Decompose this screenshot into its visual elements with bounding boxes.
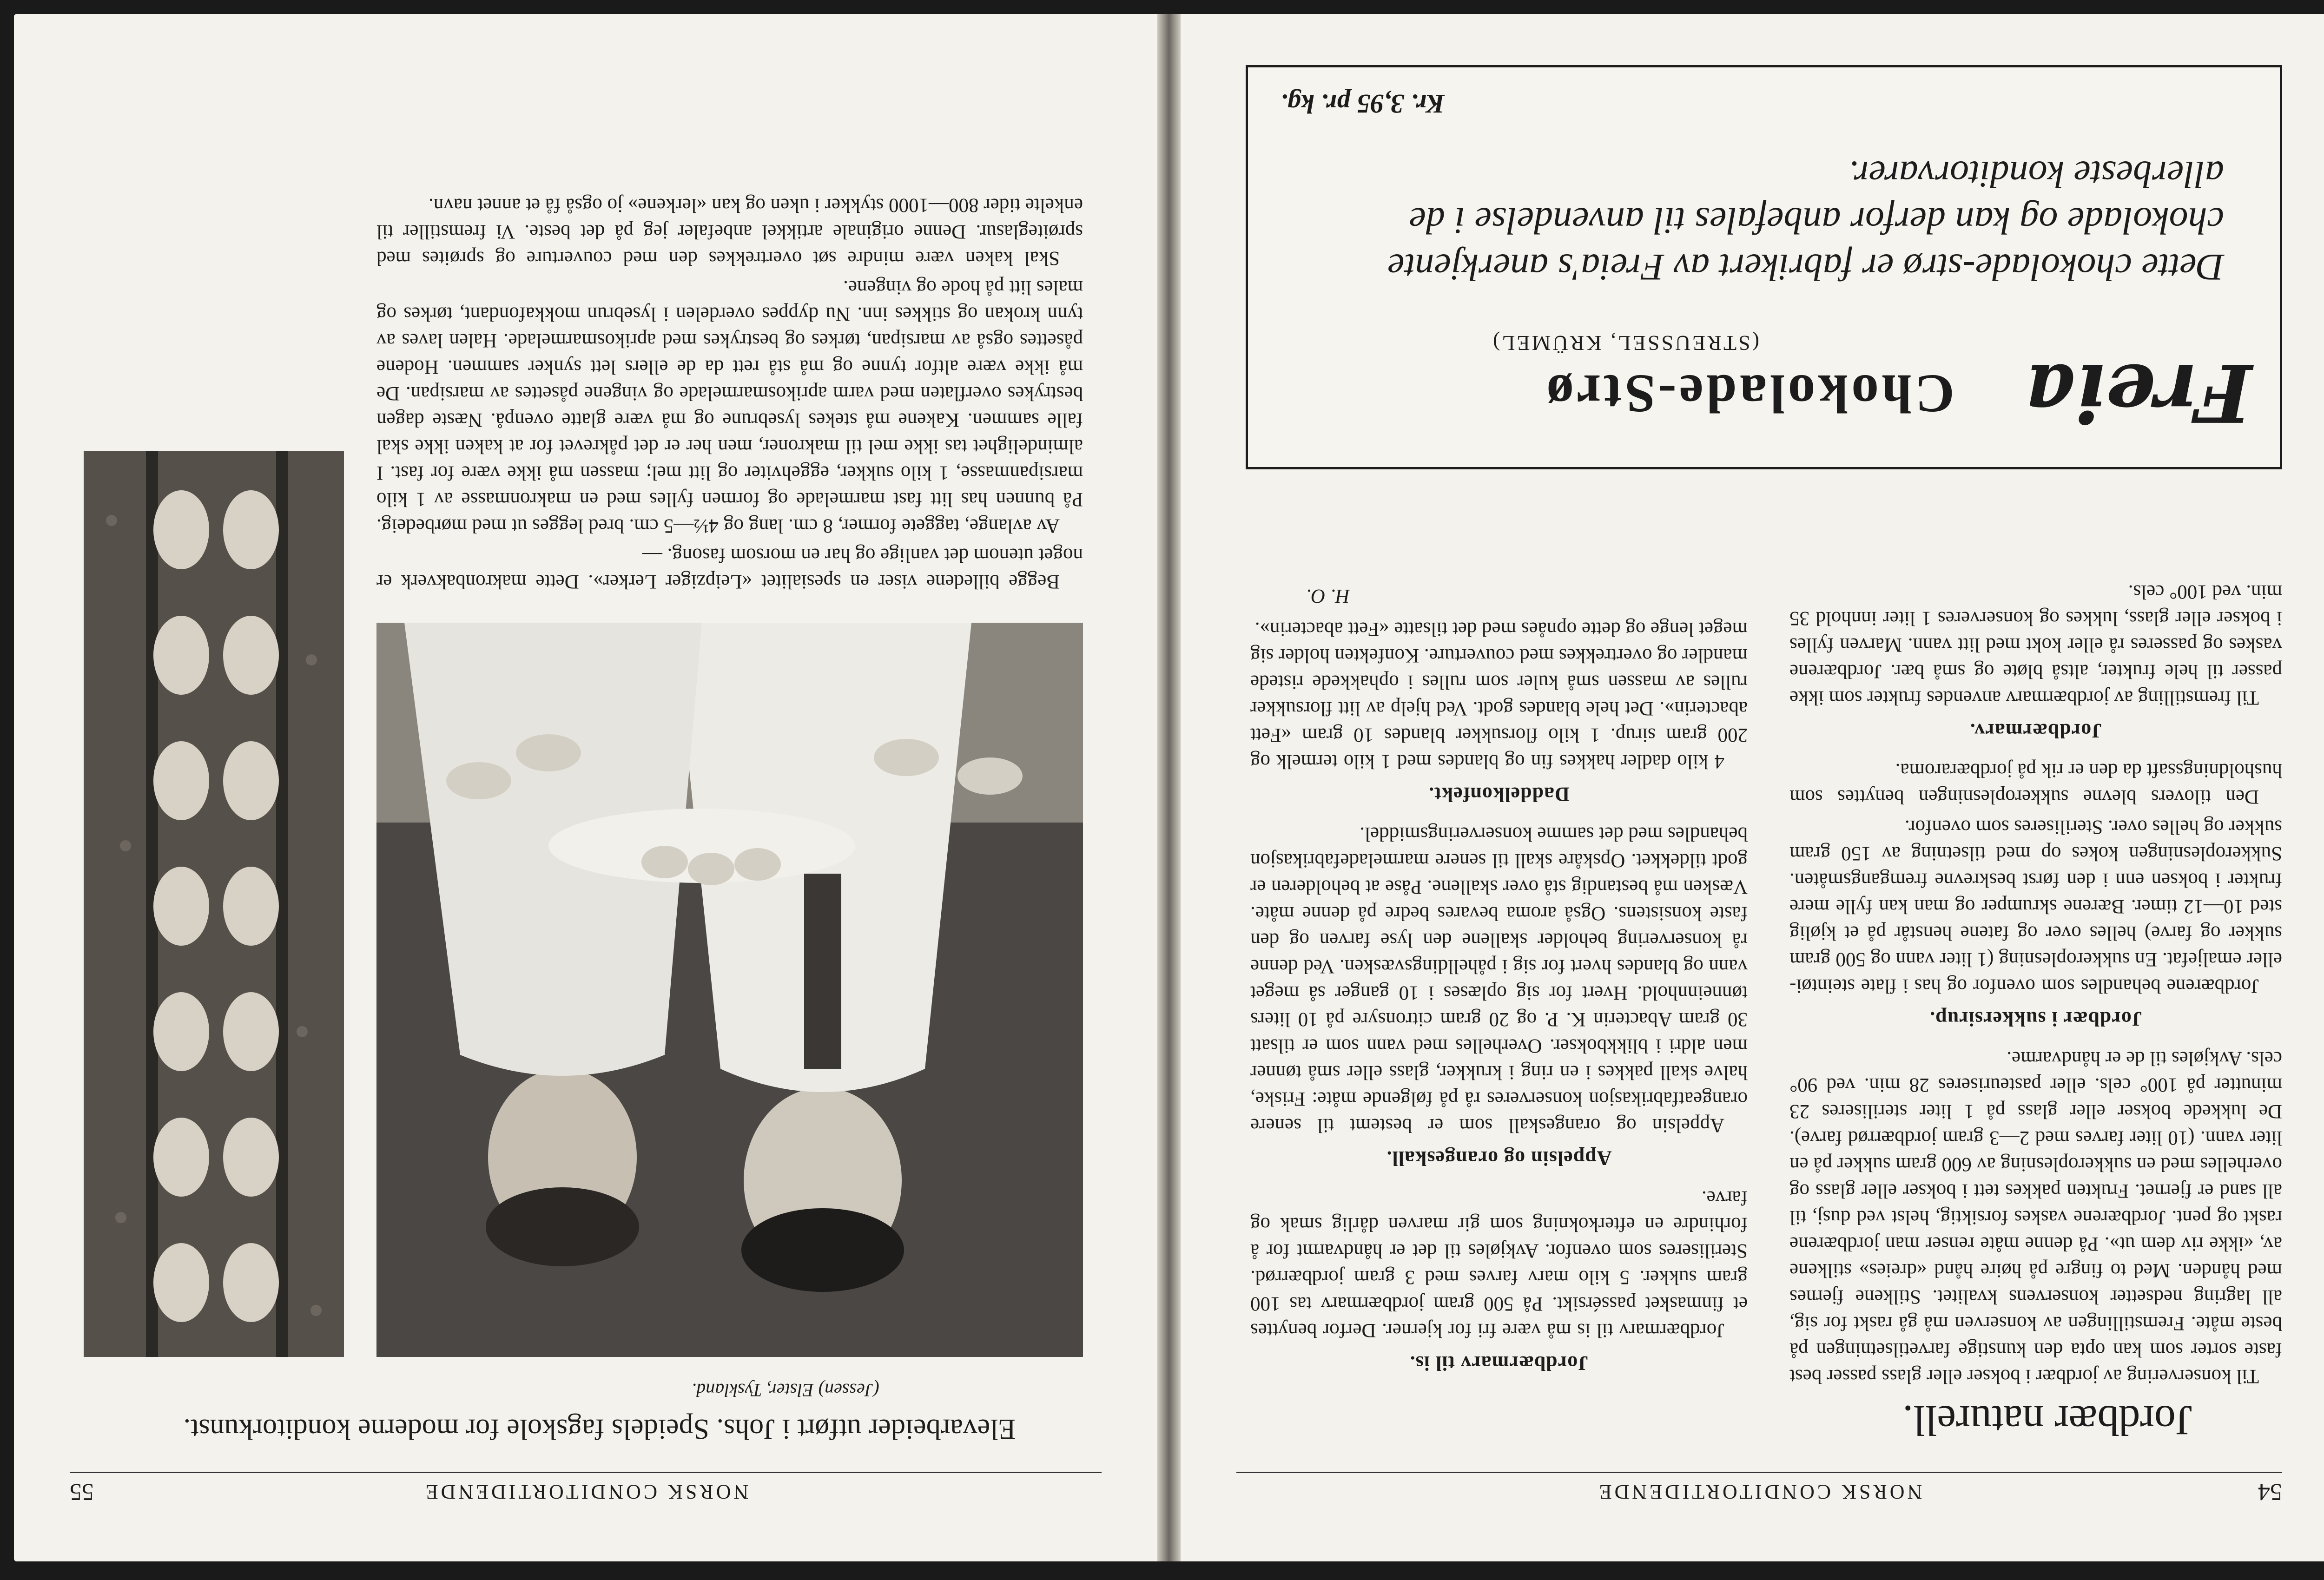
text-column-2 <box>1250 583 1748 1389</box>
section-heading: Appelsin og orangeskall. <box>1386 1147 1612 1170</box>
paragraph: Jordbærmarv til is må være fri for kjerner. Derfor benyttes et finmasket passérsikt. På 500 gram jordbærmarv tas 100 gram sukker. 5 kilo marv farves med 3 gram jordbærrød. Steriliseres som ovenfor. Avkjøles til det er håndvarmt for å forhindre en efterkokning som gir marven dårlig smak og farve. <box>1250 1187 1748 1341</box>
magazine-name: NORSK CONDITORTIDENDE <box>423 1481 749 1503</box>
running-header <box>1236 1472 2282 1506</box>
article-title: Jordbær naturell. <box>1902 1397 2192 1444</box>
body-text <box>376 189 1083 595</box>
paragraph: Begge billedene viser en spesialitet «Leipziger Lerker». Dette makronbakverk er noget utenom det vanlige og har en morsom fasong. — <box>376 544 1083 592</box>
paragraph: Appelsin og orangeskall som er bestemt til senere orangeatfabrikasjon konserveres rå på følgende måte: Friske, halve skall pakkes i en ring i krukker, glass eller små tønner men aldri i blikkbokser. Overhelles med vann som er tilsatt 30 gram Abacterin K. P. og 20 gram citronsyre på 10 liters tønneinnhold. Hvert for sig oplæses i 10 ganger så meget vann og blandes hvert for sig i påhelldingsvæsken. Ved denne rå konservering beholder skallene den lyse farven og den faste konsistens. Også aroma bevares bedre på denne måte. Væsken må bestandig stå over skallene. Påse at beholderen er godt tildekket. Opskåre skall til senere marmeladefabrikasjon behandles med det samme konserveringsmiddel. <box>1250 823 1748 1136</box>
product-name: Chokolade-Strø <box>1544 363 1954 424</box>
text-column-1 <box>1789 575 2282 1389</box>
page-number: 54 <box>2258 1479 2282 1505</box>
photo-caption: Elevarbeider utført i Johs. Speidels fagskole for moderne konditorkunst. <box>183 1413 1016 1445</box>
photo-bakers <box>376 623 1083 1357</box>
author-signature: H. O. <box>1306 585 1350 607</box>
freia-logo: Freia <box>2024 346 2252 439</box>
book-gutter <box>1157 14 1181 1561</box>
page-55 <box>14 14 1157 1561</box>
section-heading: Jordbær i sukkersirup. <box>1929 1007 2142 1030</box>
section-heading: Jordbærmarv. <box>1969 719 2102 742</box>
paragraph: Jordbærene behandles som ovenfor og has i flate steintøi- eller emaljefat. En sukkeroplesning (1 liter vann og 500 gram sukker og farve) helles over og fatene henstår på et kjølig sted 10—12 timer. Bærene skrumper og man kan fylle mere frukter i boksen enn i den først beskrevne fremgangsmåten. Sukkeroplesningen kokes op med tilsetning av 150 gram sukker og helles over. Steriliseres som ovenfor. <box>1789 816 2282 997</box>
photo-lark-pastries <box>84 451 344 1357</box>
paragraph: Til konservering av jordbær i bokser eller glass passer best faste sorter som kan opta den kunstige farvetilsetningen på beste måte. Fremstillingen av konserven må gå raskt for sig, all lagring nedsetter konservens kvalitet. Stilkene fjernes med hånden. Med to fingre på høire hånd «dreies» stilkene av, «ikke riv dem ut». På denne måte renser man jordbærene raskt og pent. Jordbærene vaskes forsiktig, helst ved dusj, til all sand er fjernet. Frukten pakkes tett i bokser eller glass og overhelles med en sukkeroplesning av 600 gram sukker på en liter vann. (10 liter farves med 2—3 gram jordbærrød farve). De lukkede bokser eller glass på 1 liter steriliseres 23 minutter på 100° cels. eller pasteuriseres 28 min. ved 90° cels. Avkjøles til de er håndvarme. <box>1789 1047 2282 1387</box>
page-number: 55 <box>70 1479 94 1505</box>
paragraph: 4 kilo dadler hakkes fin og blandes med 1 kilo termelk og 200 gram sirup. 1 kilo florsukker blandes 10 gram «Fett abacterin». Det hele blandes godt. Ved hjelp av litt florsukker rulles av massen små kuler som rulles i ophakkede ristede mandler og overtrekkes med couverture. Konfekten holder sig meget lenge og dette opnåes med det tilsatte «Fett abacterin». <box>1250 618 1748 772</box>
paragraph: Skal kaken være mindre søt overtrekkes den med couverture og sprøites med sprøiteglasur. Denne originale artikkel anbefaler jeg på det beste. Vi fremstiller til enkelte tider 800—1000 stykker i uken og kan «lerkene» jo også få et annet navn. <box>376 194 1083 269</box>
section-heading: Daddelkonfekt. <box>1428 783 1570 806</box>
paragraph: Til fremstilling av jordbærmarv anvendes frukter som ikke passer til hele frukter, altså bløte og små bær. Jordbærene vaskes og passeres rå eller kokt med litt vann. Marven fylles i bokser eller glass, lukkes og konserveres 1 liter innhold 35 min. ved 100° cels. <box>1789 581 2282 709</box>
magazine-name: NORSK CONDITORTIDENDE <box>1596 1481 1922 1503</box>
running-header <box>70 1472 1102 1506</box>
photo-caption-source: (Jessen) Elster, Tyskland. <box>692 1380 879 1401</box>
section-heading: Jordbærmarv til is. <box>1409 1352 1589 1375</box>
page-54 <box>1181 14 2324 1561</box>
advert-text: Dette chokolade-strø er fabrikert av Freia's anerkjente chokolade og kan derfor anbefales til anvendelse i de allerbeste konditorvarer. <box>1387 153 2224 289</box>
price: Kr. 3,95 pr. kg. <box>1281 89 1445 119</box>
product-subtitle: (STREUSSEL, KRÜMEL) <box>1491 331 1759 355</box>
paragraph: Den tilovers blevne sukkeroplesningen benyttes som husholdningssaft da den er rik på jordbæraroma. <box>1789 759 2282 808</box>
paragraph: Av avlange, taggete former, 8 cm. lang og 4½—5 cm. bred legges ut med mørbedeig. På bunnen has litt fast marmelade og formen fylles med en makronmasse av 1 kilo marsipanmasse, 1 kilo sukker, eggehviter og litt mel; massen må ikke være for fast. I almindelighet tas ikke mel til makroner, men her er det påkrevet for at kaken ikke skal falle sammen. Kakene må stekes lysebrune og må være glatte ovenpå. Næste dagen bestrykes overflaten med varm aprikosmarmelade og vingene påsettes av marsipan. De må ikke være altfor tynne og må stå rett da de ellers lett synker sammen. Hodene påsettes også av marsipan, tørkes og bestrykes med aprikosmarmelade. Halen laves av tynn krokan og stikkes inn. Nu dyppes overdelen i lysebrun mokkafondant, tørkes og males litt på hode og vingene. <box>376 276 1083 537</box>
freia-advertisement <box>1246 65 2282 469</box>
